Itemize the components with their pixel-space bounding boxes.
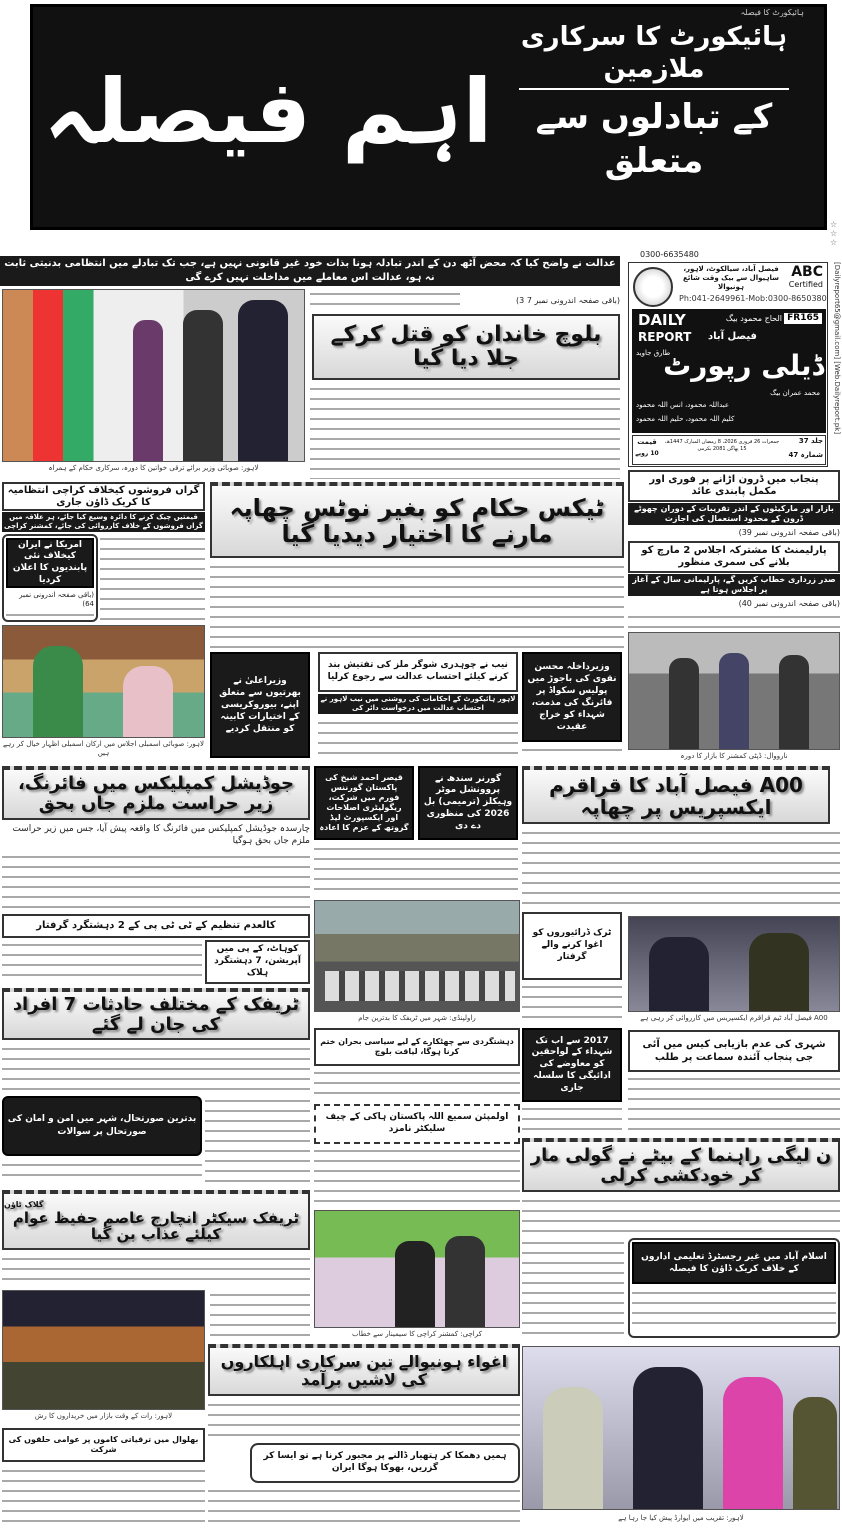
lead-headline-line2: کے تبادلوں سے متعلق <box>535 97 773 181</box>
photo-award-ceremony <box>522 1346 840 1510</box>
headline-governor-sindh: گورنر سندھ نے پروونشل موٹر وہیکلز (ترمیمی) بل 2026 کی منظوری دے دی <box>418 766 518 840</box>
story-body-text <box>208 1400 520 1440</box>
photo-caption: لاہور: رات کے وقت بازار میں خریداروں کا رش <box>34 1412 173 1420</box>
story-body-text <box>314 1068 520 1102</box>
continued-ref: (باقی صفحہ اندرونی نمبر 40) <box>738 599 840 608</box>
photo-train-raid <box>628 916 840 1012</box>
story-body-text <box>314 1146 520 1202</box>
story-body-text <box>522 1196 840 1232</box>
volume-label: جلد <box>811 437 823 445</box>
photo-ministry-visit <box>2 289 305 462</box>
person-figure <box>719 653 749 750</box>
story-body-text <box>2 1160 202 1184</box>
headline-text: ٹریفک سیکٹر انچارج عاصم حفیظ عوام کیلئے عذاب بن گیا <box>12 1208 300 1243</box>
headline-iran-threat: ہمیں دھمکا کر ہتھیار ڈالنے پر مجبور کرنا ہے تو ایسا کر گزریں، بھوکا ہوگا ایران <box>250 1443 520 1483</box>
price: 10 روپے <box>635 450 659 457</box>
story-body-text <box>210 1290 310 1340</box>
subheadline-drone: بازار اور مارکیٹوں کے اندر تقریبات کے دوران چھوٹے ڈرون کے محدود استعمال کی اجازت <box>628 503 840 525</box>
headline-kohat: کوہاٹ، کے پی میں آپریشن، 7 دہشتگرد ہلاک <box>205 940 310 984</box>
photo-assembly <box>2 625 205 738</box>
person-figure <box>779 655 809 750</box>
masthead-nameplate <box>632 309 826 433</box>
headline-banned-org: کالعدم تنظیم کے ٹی ٹی پی کے 2 دہشتگرد گرفتار <box>2 914 310 938</box>
photo-caption: لاہور: صوبائی اسمبلی اجلاس میں ارکان اسمبلی اظہار خیال کر رہے ہیں <box>2 740 205 757</box>
headline-traffic-accidents: ٹریفک کے مختلف حادثات 7 افراد کی جان لے گئے <box>2 988 310 1040</box>
photo-caption: A00 فیصل آباد ٹیم قراقرم ایکسپریس میں کارروائی کر رہی ہے <box>640 1014 828 1022</box>
date: جمعرات 26 فروری 2026، 8 رمضان المبارک 1447ھ، 15 پھاگن 2081 بکرمی <box>664 439 780 452</box>
headline-islamabad-schools: اسلام آباد میں غیر رجسٹرڈ تعلیمی اداروں کے خلاف کریک ڈاؤن کا فیصلہ <box>632 1242 836 1284</box>
headline-truck-drivers: ٹرک ڈرائیوروں کو اغوا کرنے والے گرفتار <box>522 912 622 980</box>
abc-label: ABC <box>791 264 823 280</box>
story-body-text <box>2 1466 205 1528</box>
story-body-text <box>314 844 518 896</box>
photo-night-market <box>2 1290 205 1410</box>
photo-caption: کراچی: کمشنر کراچی کا سیمینار سے خطاب <box>352 1330 482 1338</box>
story-body-text <box>318 718 518 758</box>
continued-ref: (باقی صفحہ اندرونی نمبر 39) <box>738 528 840 537</box>
headline-bhalwal: بھلوال میں ترقیاتی کاموں پر عوامی حلقوں کی شرکت <box>2 1428 205 1462</box>
headline-worst-situation: بدترین صورتحال، شہر میں امن و امان کی صورتحال پر سوالات <box>2 1096 202 1156</box>
star-icons: ☆ ☆ ☆ <box>830 220 838 247</box>
masthead-title: ڈیلی رپورٹ <box>663 349 824 382</box>
masthead-tagline: فیصل آباد، سیالکوٹ، لاہور، ساہیوال سے بیک وقت شائع ہونیوالا <box>683 265 779 291</box>
person-figure <box>543 1387 603 1510</box>
story-body-text <box>2 940 202 982</box>
headline-usa-iran: امریکا نے ایران کیخلاف نئی پابندیوں کا اعلان کردیا <box>6 538 94 588</box>
subheadline-karachi: قیمتیں چیک کرنے کا دائرہ وسیع کیا جائے، ہر علاقہ میں گراں فروشوں کے خلاف کارروائی کی جائے، کمشنر کراچی <box>2 512 205 532</box>
person-figure <box>723 1377 783 1510</box>
headline-nab-sugar: نیب نے چوہدری شوگر ملز کی تفتیش بند کرنے کیلئے احتساب عدالت سے رجوع کرلیا <box>318 652 518 692</box>
lead-banner <box>30 4 827 230</box>
story-body-text <box>632 1288 836 1332</box>
inset-story-islamabad <box>628 1238 840 1338</box>
headline-drone-ban: پنجاب میں ڈرون اڑانے پر فوری اور مکمل پابندی عائد <box>628 470 840 502</box>
headline-tax-raids: ٹیکس حکام کو بغیر نوٹس چھاپہ مارنے کا اختیار دیدیا گیا <box>210 482 624 558</box>
masthead-phone-top: 0300-6635480 <box>640 250 699 259</box>
certified-label: Certified <box>788 280 823 289</box>
group-editor: طارق جاوید <box>636 349 671 357</box>
headline-2017-compensation: 2017 سے اب تک شہداء کے لواحقین کو معاوضے کی ادائیگی کا سلسلہ جاری <box>522 1028 622 1102</box>
headline-ig-summoned: شہری کی عدم بازیابی کیس میں آئی جی پنجاب آئندہ سماعت پر طلب <box>628 1030 840 1072</box>
person-figure <box>238 300 288 462</box>
story-body-text <box>210 562 624 648</box>
story-lead: چارسدہ جوڈیشل کمپلیکس میں فائرنگ کا واقعہ پیش آیا، جس میں زیر حراست ملزم جاں بحق ہوگیا <box>12 824 310 846</box>
daily-label: DAILY <box>638 311 686 329</box>
headline-hockey-selector: اولمپئن سمیع اللہ پاکستان ہاکی کے چیف سلیکٹر نامزد <box>314 1104 520 1144</box>
reg-code: FR165 <box>784 313 822 324</box>
masthead <box>628 262 828 467</box>
photo-caption: لاہور: تقریب میں ایوارڈ پیش کیا جا رہا ہے <box>618 1514 744 1522</box>
story-body-text <box>310 289 460 311</box>
story-body-text <box>522 1104 622 1132</box>
photo-dc-visit <box>628 632 840 750</box>
person-figure <box>133 320 163 462</box>
photo-caption: لاہور: صوبائی وزیر برائے ترقی خواتین کا دورہ، سرکاری حکام کے ہمراہ <box>48 464 259 472</box>
masthead-city: فیصل آباد <box>708 331 757 342</box>
story-body-text <box>205 1096 310 1184</box>
price-label: قیمت <box>637 438 657 446</box>
story-body-text <box>522 828 840 908</box>
headline-karachi: گراں فروشوں کیخلاف کراچی انتظامیہ کا کریک ڈاؤن جاری <box>2 482 205 511</box>
headline-kidnapped-officials: اغواء ہونیوالے تین سرکاری اہلکاروں کی لاشیں برآمد <box>208 1344 520 1396</box>
story-body-text <box>100 534 205 620</box>
banner-kicker: ہائیکورٹ کا فیصلہ <box>740 8 804 17</box>
story-body-text <box>522 982 622 1022</box>
volume: 37 <box>798 437 809 445</box>
report-label: REPORT <box>638 330 692 344</box>
person-figure <box>33 646 83 738</box>
headline-traffic-incharge <box>2 1190 310 1250</box>
story-body-text <box>628 612 840 628</box>
person-figure <box>183 310 223 462</box>
masthead-web-email: [Dailyreport65@gmail.com] [Web.Dailyreport.pk] <box>833 262 841 435</box>
continued-ref: (باقی صفحہ اندرونی نمبر 64) <box>19 591 94 608</box>
story-body-text <box>310 384 620 479</box>
person-figure <box>123 666 173 738</box>
person-figure <box>445 1236 485 1328</box>
person-figure <box>793 1397 837 1510</box>
lead-subheadline: عدالت نے واضح کیا کہ محض آٹھ دن کے اندر تبادلہ ہونا بذات خود غیر قانونی نہیں ہے، جب تک تبادلے میں انتظامی بدنیتی ثابت نہ ہو، عدالت اس معاملے میں مداخلت نہیں کرے گی <box>0 256 620 286</box>
dateline <box>632 435 826 465</box>
issue: 47 <box>788 451 799 459</box>
person-figure <box>649 937 709 1012</box>
person-figure <box>395 1241 435 1328</box>
person-figure <box>749 933 809 1012</box>
headline-qaiser-sheikh: قیصر احمد شیخ کی پاکستان گورننس فورم میں شرکت، ریگولیٹری اصلاحات اور ایکسپورٹ لیڈ گروتھ کے عزم کا اعادہ <box>314 766 414 840</box>
chief-editor: الحاج محمود بیگ <box>725 314 782 323</box>
emblem-logo <box>633 267 673 307</box>
story-body-text <box>522 1238 624 1338</box>
photo-caption: نارووال: ڈپٹی کمشنر کا بازار کا دورہ <box>680 752 788 760</box>
issue-label: شمارہ <box>800 451 823 459</box>
lead-headline-main: اہم فیصلہ <box>43 60 493 163</box>
story-body-text <box>2 852 310 910</box>
headline-parliament: پارلیمنٹ کا مشترکہ اجلاس 2 مارچ کو بلانے کی سمری منظور <box>628 541 840 573</box>
inset-story-usa <box>2 534 98 622</box>
continued-ref: (باقی صفحہ اندرونی نمبر 7 3) <box>516 296 620 305</box>
headline-pmln-suicide: ن لیگی راہنما کے بیٹے نے گولی مار کر خودکشی کرلی <box>522 1138 840 1192</box>
headline-cm-powers: وزیراعلیٰ نے بھرتیوں سے متعلق اپنے، بیوروکریسی کے اختیارات کابینہ کو منتقل کردیے <box>210 652 310 758</box>
story-body-text <box>208 1486 520 1528</box>
lead-headline-line1: ہائیکورٹ کا سرکاری ملازمین <box>520 22 788 84</box>
executives-1: عبداللہ محمود، انس اللہ محمود <box>636 401 730 409</box>
headline-a00-raid: A00 فیصل آباد کا قراقرم ایکسپریس پر چھاپہ <box>522 766 830 824</box>
masthead-phones: Ph:041-2649961-Mob:0300-8650380 <box>679 294 827 303</box>
person-figure <box>633 1367 703 1510</box>
photo-caption: راولپنڈی: شہر میں ٹریفک کا بدترین جام <box>358 1014 476 1022</box>
subheadline-nab: لاہور ہائیکورٹ کے احکامات کی روشنی میں نیب لاہور نے احتساب عدالت میں درخواست دائر کی <box>318 694 518 714</box>
cars <box>325 971 515 1001</box>
banner-divider <box>519 88 789 90</box>
editor: محمد عمران بیگ <box>770 389 820 397</box>
photo-traffic-jam <box>314 900 520 1012</box>
headline-kicker: گلاک ٹاؤن <box>4 1199 44 1209</box>
story-body-text <box>6 610 94 618</box>
headline-judicial-firing: جوڈیشل کمپلیکس میں فائرنگ، زیر حراست ملزم جاں بحق <box>2 766 310 820</box>
story-body-text <box>2 1254 310 1286</box>
headline-liaqat-baloch: دہشتگردی سے چھٹکارے کے لیے سیاسی بحران ختم کرنا ہوگا، لیاقت بلوچ <box>314 1028 520 1066</box>
executives-2: کلیم اللہ محمود، حلیم اللہ محمود <box>636 415 735 423</box>
story-body-text <box>2 1044 310 1092</box>
subheadline-parliament: صدر زرداری خطاب کریں گے، پارلیمانی سال کے آغاز پر اجلاس ہوتا ہے <box>628 574 840 596</box>
story-body-text <box>522 745 622 759</box>
headline-baloch: بلوچ خاندان کو قتل کرکے جلا دیا گیا <box>312 314 620 380</box>
headline-naqvi: وزیرداخلہ محسن نقوی کی باجوڑ میں پولیس سکواڈ پر فائرنگ کی مذمت، شہداء کو خراج عقیدت <box>522 652 622 742</box>
photo-commissioner-seminar <box>314 1210 520 1328</box>
story-body-text <box>628 1074 840 1132</box>
person-figure <box>669 658 699 750</box>
